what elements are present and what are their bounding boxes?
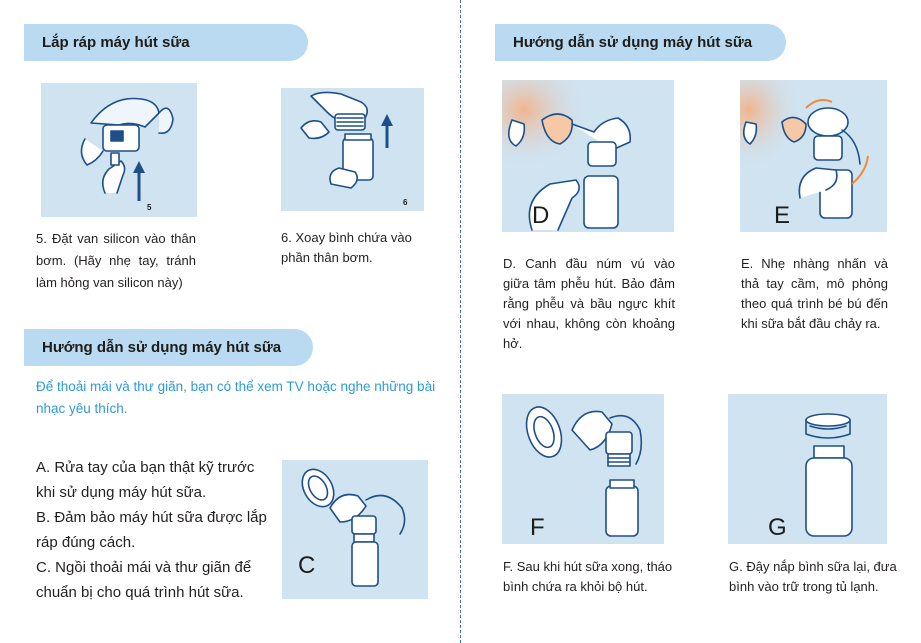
step-c: C. Ngồi thoải mái và thư giãn để chuẩn bị cho quá trình hút sữa. (36, 559, 252, 601)
step6-illustration (281, 88, 424, 211)
step-b: B. Đảm bảo máy hút sữa được lắp ráp đúng cách. (36, 509, 267, 551)
step-c-illustration (282, 460, 428, 599)
bottle-lid-icon (728, 394, 887, 544)
step5-illustration (41, 83, 197, 217)
step-e-illustration (740, 80, 887, 232)
column-divider (460, 0, 461, 643)
step-f-caption: F. Sau khi hút sữa xong, tháo bình chứa ra khỏi bộ hút. (503, 559, 673, 594)
step-f-illustration (502, 394, 664, 544)
breast-pump-pressing-icon (740, 80, 887, 232)
step6-number: 6 (403, 198, 408, 207)
disassembled-pump-icon (502, 394, 664, 544)
step-g-caption: G. Đậy nắp bình sữa lại, đưa bình vào trữ trong tủ lạnh. (729, 559, 897, 594)
image-c-letter: C (298, 552, 316, 579)
usage-header-right: Hướng dẫn sử dụng máy hút sữa (495, 24, 786, 61)
breast-pump-placement-icon (502, 80, 674, 232)
bottle-screw-icon (281, 88, 424, 211)
step-e-caption: E. Nhẹ nhàng nhấn và thả tay cầm, mô phỏng theo quá trình bé bú đến khi sữa bắt đầu chảy ra. (741, 256, 888, 331)
image-f-letter: F (530, 514, 545, 541)
steps-list (36, 455, 276, 605)
image-d-letter: D (532, 202, 550, 229)
step-g-illustration (728, 394, 887, 544)
step5-caption: 5. Đặt van silicon vào thân bơm. (Hãy nhẹ tay, tránh làm hỏng van silicon này) (36, 231, 196, 290)
step-a: A. Rửa tay của bạn thật kỹ trước khi sử dụng máy hút sữa. (36, 459, 255, 501)
valve-pump-icon (41, 83, 197, 217)
assembly-header: Lắp ráp máy hút sữa (24, 24, 308, 61)
step5-number: 5 (147, 203, 152, 212)
usage-header-left: Hướng dẫn sử dụng máy hút sữa (24, 329, 313, 366)
step6-caption: 6. Xoay bình chứa vào phần thân bơm. (281, 230, 412, 265)
step-d-illustration (502, 80, 674, 232)
intro-text: Để thoải mái và thư giãn, bạn có thể xem TV hoặc nghe những bài nhạc yêu thích. (36, 379, 436, 416)
image-e-letter: E (774, 202, 791, 229)
step-d-caption: D. Canh đầu núm vú vào giữa tâm phễu hút. Bảo đảm rằng phễu và bầu ngực khít với nhau, không còn khoảng hở. (503, 256, 675, 351)
image-g-letter: G (768, 514, 787, 541)
